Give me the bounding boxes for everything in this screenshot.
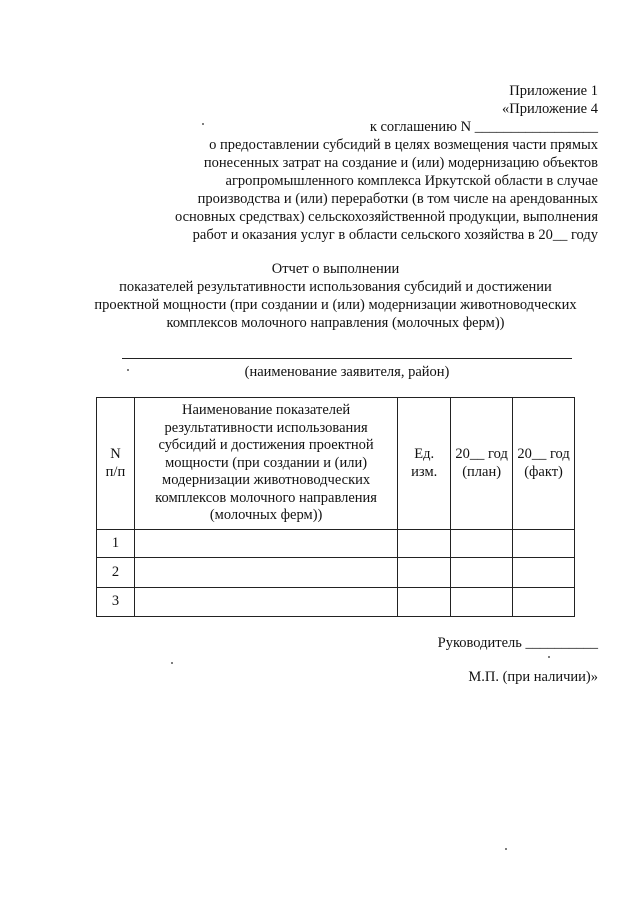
- column-header-fact: [513, 398, 575, 530]
- header-text: п/п: [105, 463, 126, 480]
- table-row: [97, 558, 575, 588]
- header-text: комплексов молочного направления: [155, 489, 377, 506]
- plan-cell: [451, 558, 513, 588]
- row-number-cell: 1: [97, 530, 135, 558]
- unit-cell: [398, 558, 451, 588]
- agreement-subject-line-1: о предоставлении субсидий в целях возмещения части прямых: [209, 137, 598, 153]
- head-signature: Руководитель __________: [437, 635, 598, 651]
- header-text: (план): [462, 463, 502, 480]
- header-text: 20__ год: [455, 446, 508, 462]
- unit-cell: [398, 530, 451, 558]
- plan-cell: [451, 588, 513, 617]
- header-text: мощности (при создании и (или): [165, 454, 368, 471]
- report-title-line-3: проектной мощности (при создании и (или) модернизации животноводческих: [94, 297, 577, 313]
- agreement-subject-line-5: основных средствах) сельскохозяйственной продукции, выполнения: [175, 209, 598, 225]
- scan-speck: [505, 848, 507, 850]
- agreement-subject-line-4: производства и (или) переработки (в том числе на арендованных: [197, 191, 598, 207]
- header-text: Наименование показателей: [181, 402, 351, 419]
- plan-cell: [451, 530, 513, 558]
- column-header-plan: [451, 398, 513, 530]
- header-text: 20__ год: [517, 446, 570, 462]
- scan-speck: [127, 369, 129, 371]
- column-header-unit: [398, 398, 451, 530]
- table-row: [97, 530, 575, 558]
- scan-speck: [548, 656, 550, 658]
- agreement-subject-line-2: понесенных затрат на создание и (или) модернизацию объектов: [203, 155, 598, 171]
- header-text: модернизации животноводческих: [162, 472, 371, 489]
- indicator-cell: [134, 588, 397, 617]
- table-row: [97, 588, 575, 617]
- agreement-subject-line-6: работ и оказания услуг в области сельского хозяйства в 20__ году: [192, 227, 598, 243]
- unit-cell: [398, 588, 451, 617]
- fact-cell: [513, 558, 575, 588]
- fact-cell: [513, 588, 575, 617]
- report-title-line-2: показателей результативности использования субсидий и достижении: [119, 279, 552, 295]
- column-header-indicator: [134, 398, 397, 530]
- report-title-line-1: Отчет о выполнении: [271, 261, 400, 277]
- header-text: N: [110, 446, 121, 462]
- header-text: (факт): [524, 463, 563, 480]
- report-title-line-4: комплексов молочного направления (молочных ферм)): [166, 315, 505, 331]
- applicant-name-line: [122, 358, 572, 359]
- agreement-subject-line-3: агропромышленного комплекса Иркутской области в случае: [225, 173, 598, 189]
- indicator-cell: [134, 530, 397, 558]
- stamp-place: М.П. (при наличии)»: [468, 669, 598, 685]
- column-header-number: [97, 398, 135, 530]
- fact-cell: [513, 530, 575, 558]
- indicator-cell: [134, 558, 397, 588]
- header-text: результативности использования: [164, 419, 368, 436]
- row-number-cell: 2: [97, 558, 135, 588]
- indicators-table: [96, 397, 575, 617]
- table-header-row: [97, 398, 575, 530]
- header-text: субсидий и достижения проектной: [158, 437, 374, 454]
- header-text: Ед.: [414, 446, 435, 462]
- scan-speck: [171, 662, 173, 664]
- appendix-number: Приложение 1: [509, 83, 598, 99]
- header-text: (молочных ферм)): [209, 507, 323, 524]
- agreement-number: к соглашению N _________________: [369, 119, 598, 135]
- header-text: изм.: [411, 463, 438, 480]
- scan-speck: [202, 123, 204, 125]
- appendix-reference: «Приложение 4: [502, 101, 598, 117]
- row-number-cell: 3: [97, 588, 135, 617]
- applicant-name-caption: (наименование заявителя, район): [244, 364, 450, 380]
